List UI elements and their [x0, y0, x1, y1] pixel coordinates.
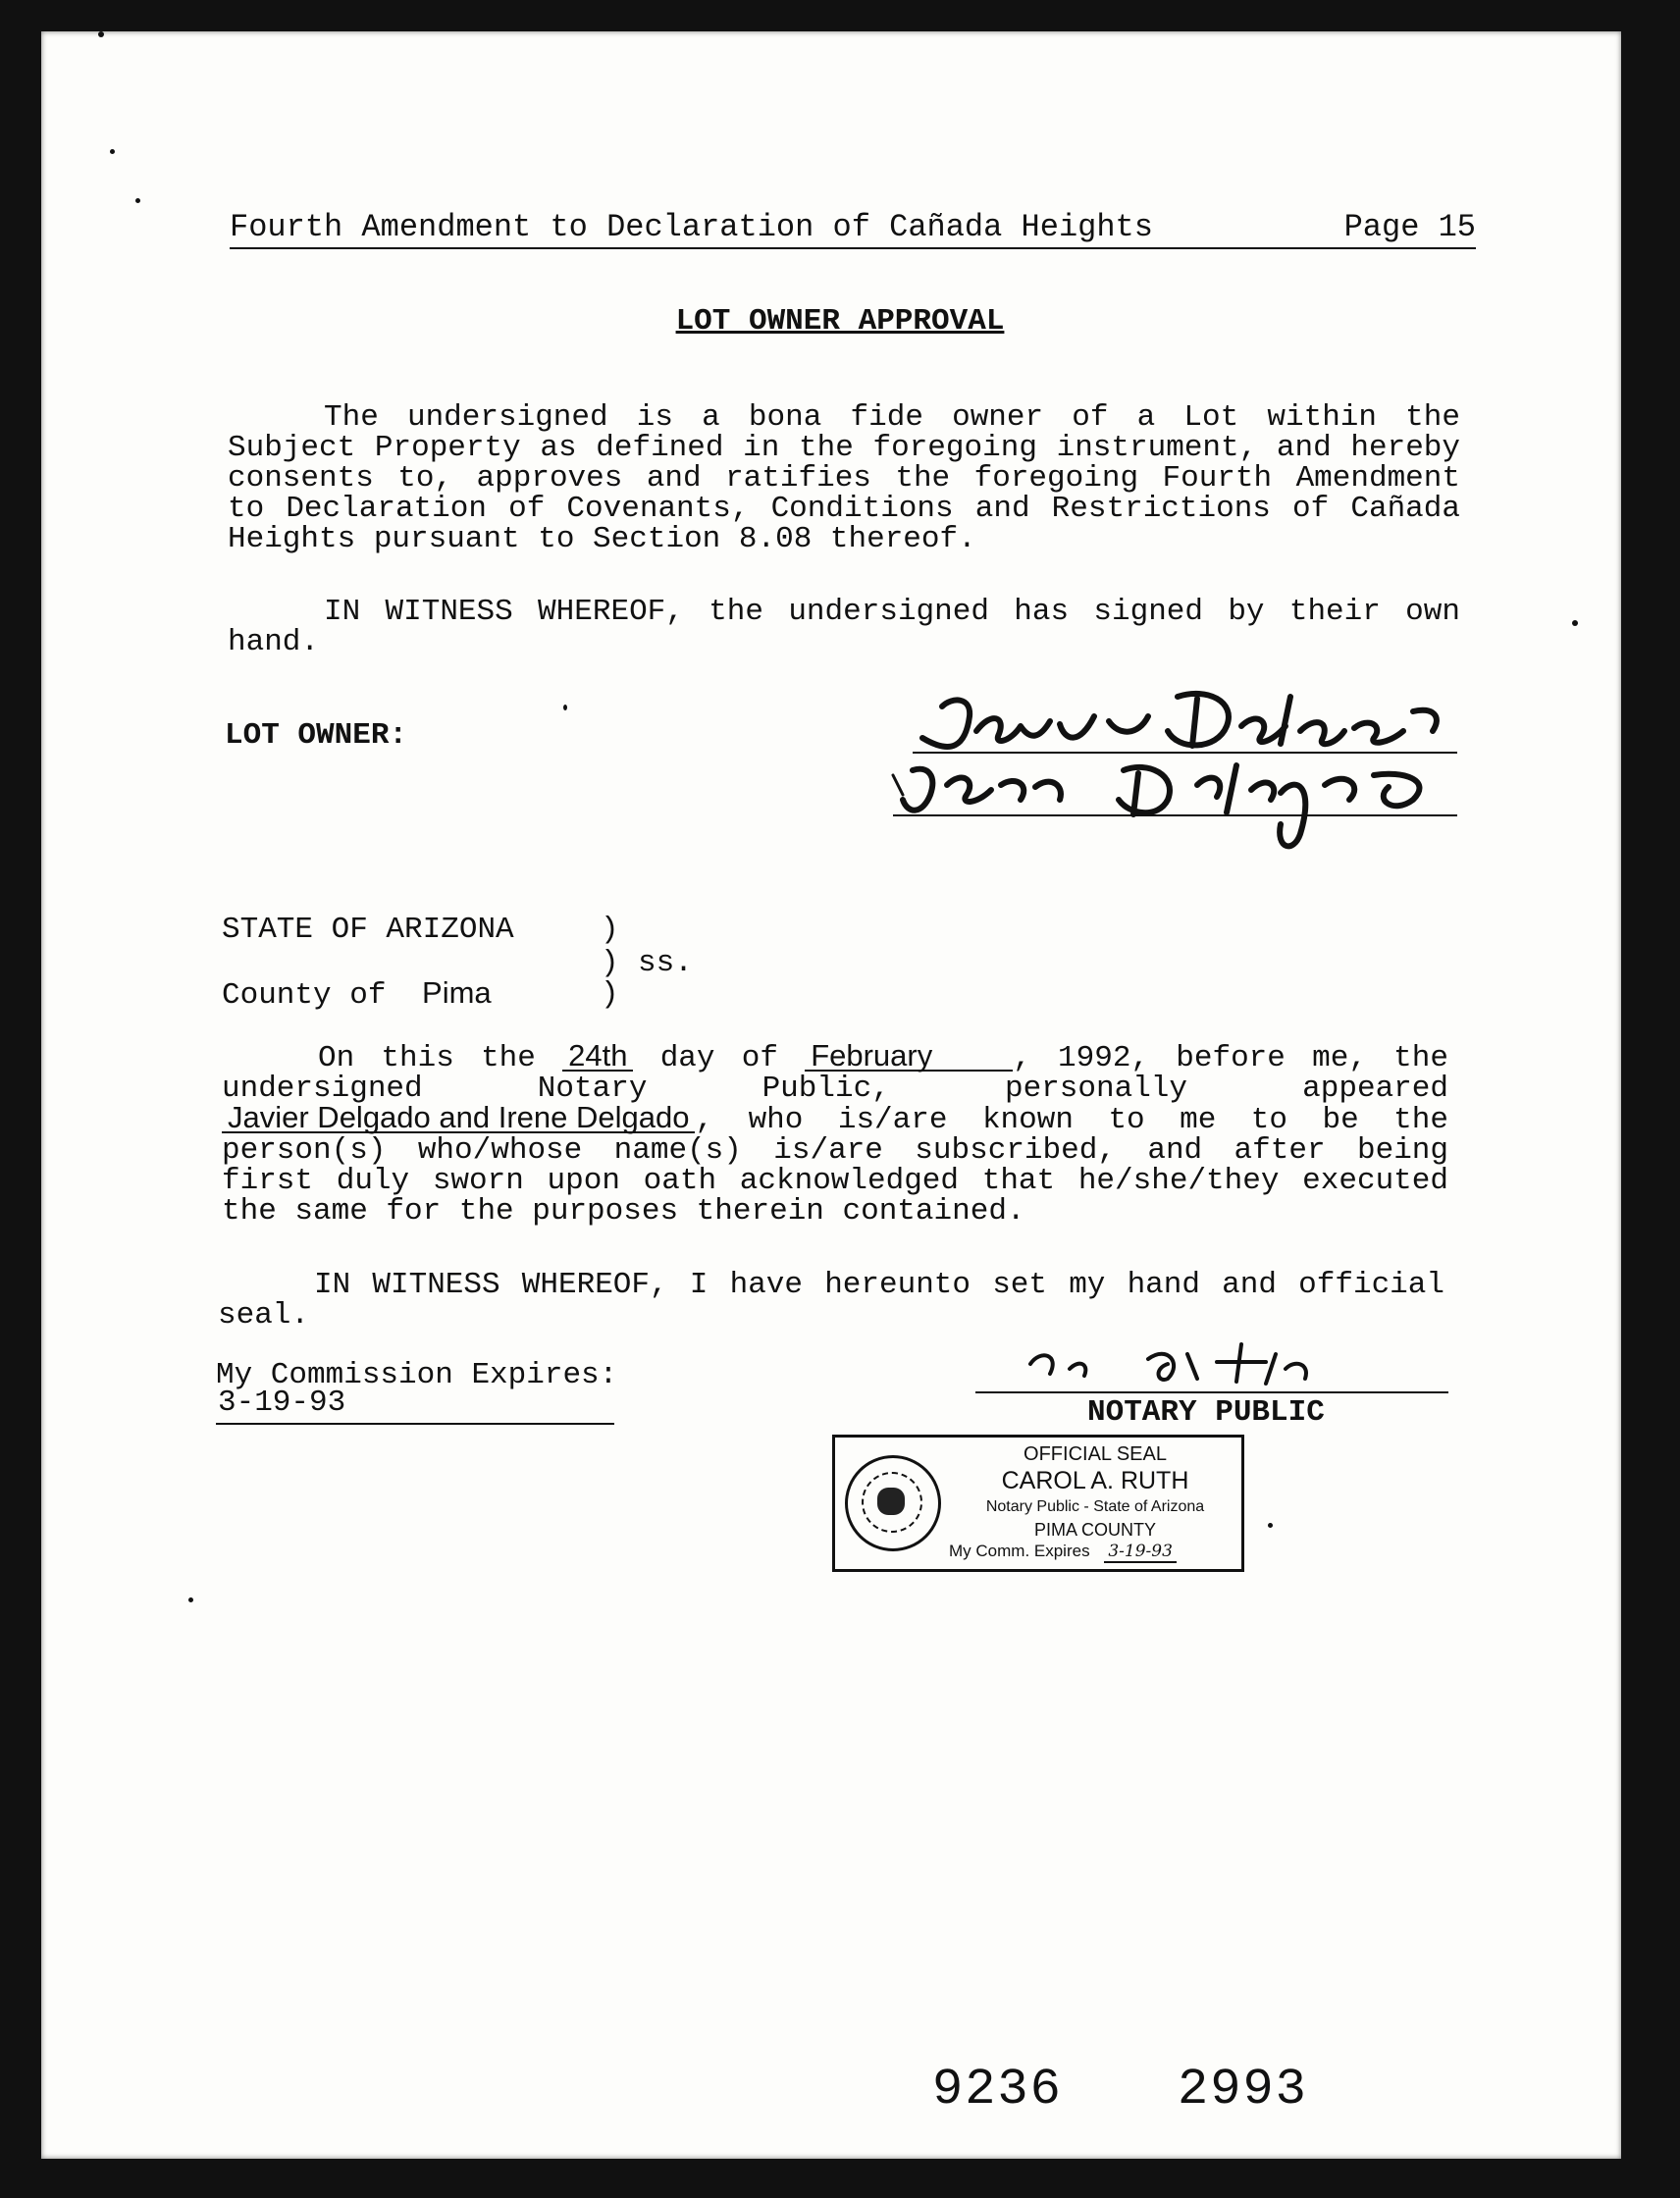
scan-speck	[135, 198, 140, 203]
county-value: Pima	[422, 975, 492, 1010]
ack-text-1: On this the	[318, 1041, 536, 1075]
section-heading: LOT OWNER APPROVAL	[675, 304, 1005, 339]
scan-speck	[188, 1597, 193, 1602]
ack-month: February	[805, 1042, 1013, 1072]
signature-stroke-delgado	[1168, 694, 1437, 746]
approval-text: The undersigned is a bona fide owner of a Lot within the Subject Property as defined in the foregoing instrument, and hereby consents to, approves and ratifies the foregoing Fourth Amendment to Declaration of Covenants, Conditions and Restrictions of Cañada Heights pursuant to Section 8.08 thereof.	[228, 400, 1460, 556]
venue-paren: )	[601, 977, 619, 1012]
seal-line-1: OFFICIAL SEAL	[1024, 1443, 1167, 1465]
signature-stroke-irene	[903, 769, 1061, 811]
document-header	[230, 208, 1476, 249]
scan-speck	[1572, 620, 1578, 626]
seal-notary-name: CAROL A. RUTH	[1001, 1467, 1189, 1494]
scan-speck	[110, 149, 115, 154]
seal-expires-label: My Comm. Expires	[949, 1542, 1090, 1560]
ss-label: ss.	[638, 946, 693, 980]
notary-signature-line	[975, 1391, 1448, 1393]
official-seal-stamp	[832, 1435, 1244, 1572]
ack-text-3: , 1992, before me, the undersigned Notary Public, personally appeared	[222, 1041, 1448, 1106]
notary-witness-text: IN WITNESS WHEREOF, I have hereunto set my hand and official seal.	[218, 1268, 1444, 1333]
signature-line-owner-1	[913, 752, 1457, 754]
ack-text-4: , who is/are known to me to be the person(s) who/whose name(s) is/are subscribed, and after being first duly sworn upon oath acknowledged that he/she/they executed the same for the purposes therein contained.	[222, 1103, 1448, 1229]
owner-witness-paragraph	[228, 597, 1460, 657]
commission-line	[216, 1423, 614, 1425]
signature-stroke-javier	[922, 700, 1148, 747]
document-title: Fourth Amendment to Declaration of Cañada Heights	[230, 209, 1153, 245]
owner-witness-text: IN WITNESS WHEREOF, the undersigned has signed by their own hand.	[228, 595, 1460, 659]
acknowledgment-paragraph	[222, 1038, 1448, 1229]
venue-paren: )	[601, 913, 619, 947]
lot-owner-label: LOT OWNER:	[225, 718, 408, 753]
recording-number	[932, 2061, 1308, 2119]
commission-date: 3-19-93	[218, 1386, 346, 1420]
signature-stroke-delgado-2	[1119, 765, 1419, 846]
county-line	[222, 975, 492, 1013]
notary-signature	[971, 1325, 1423, 1393]
venue-paren: )	[601, 946, 619, 980]
scan-speck	[563, 705, 567, 710]
seal-line-3: Notary Public - State of Arizona	[985, 1498, 1205, 1515]
notary-public-label: NOTARY PUBLIC	[1087, 1395, 1325, 1430]
seal-expires-line	[949, 1542, 1177, 1563]
county-label: County of	[222, 978, 387, 1013]
ack-text-2: day of	[659, 1041, 778, 1075]
ack-day: 24th	[562, 1042, 633, 1072]
notary-witness-paragraph	[218, 1270, 1444, 1331]
state-label: STATE OF ARIZONA	[222, 913, 514, 947]
seal-expires-date: 3-19-93	[1104, 1542, 1177, 1563]
approval-paragraph	[228, 402, 1460, 554]
owner-signatures	[883, 677, 1511, 873]
seal-county: PIMA COUNTY	[1033, 1520, 1156, 1540]
page-number: Page 15	[1343, 209, 1476, 245]
scan-speck	[98, 31, 104, 37]
scan-speck	[1268, 1523, 1273, 1528]
signature-line-owner-2	[893, 814, 1457, 816]
recording-number-1: 9236	[932, 2061, 1063, 2119]
recording-number-2: 2993	[1178, 2061, 1308, 2119]
ack-names: Javier Delgado and Irene Delgado	[222, 1104, 695, 1133]
commission-label: My Commission Expires:	[216, 1358, 618, 1392]
state-seal-emblem	[845, 1455, 941, 1551]
